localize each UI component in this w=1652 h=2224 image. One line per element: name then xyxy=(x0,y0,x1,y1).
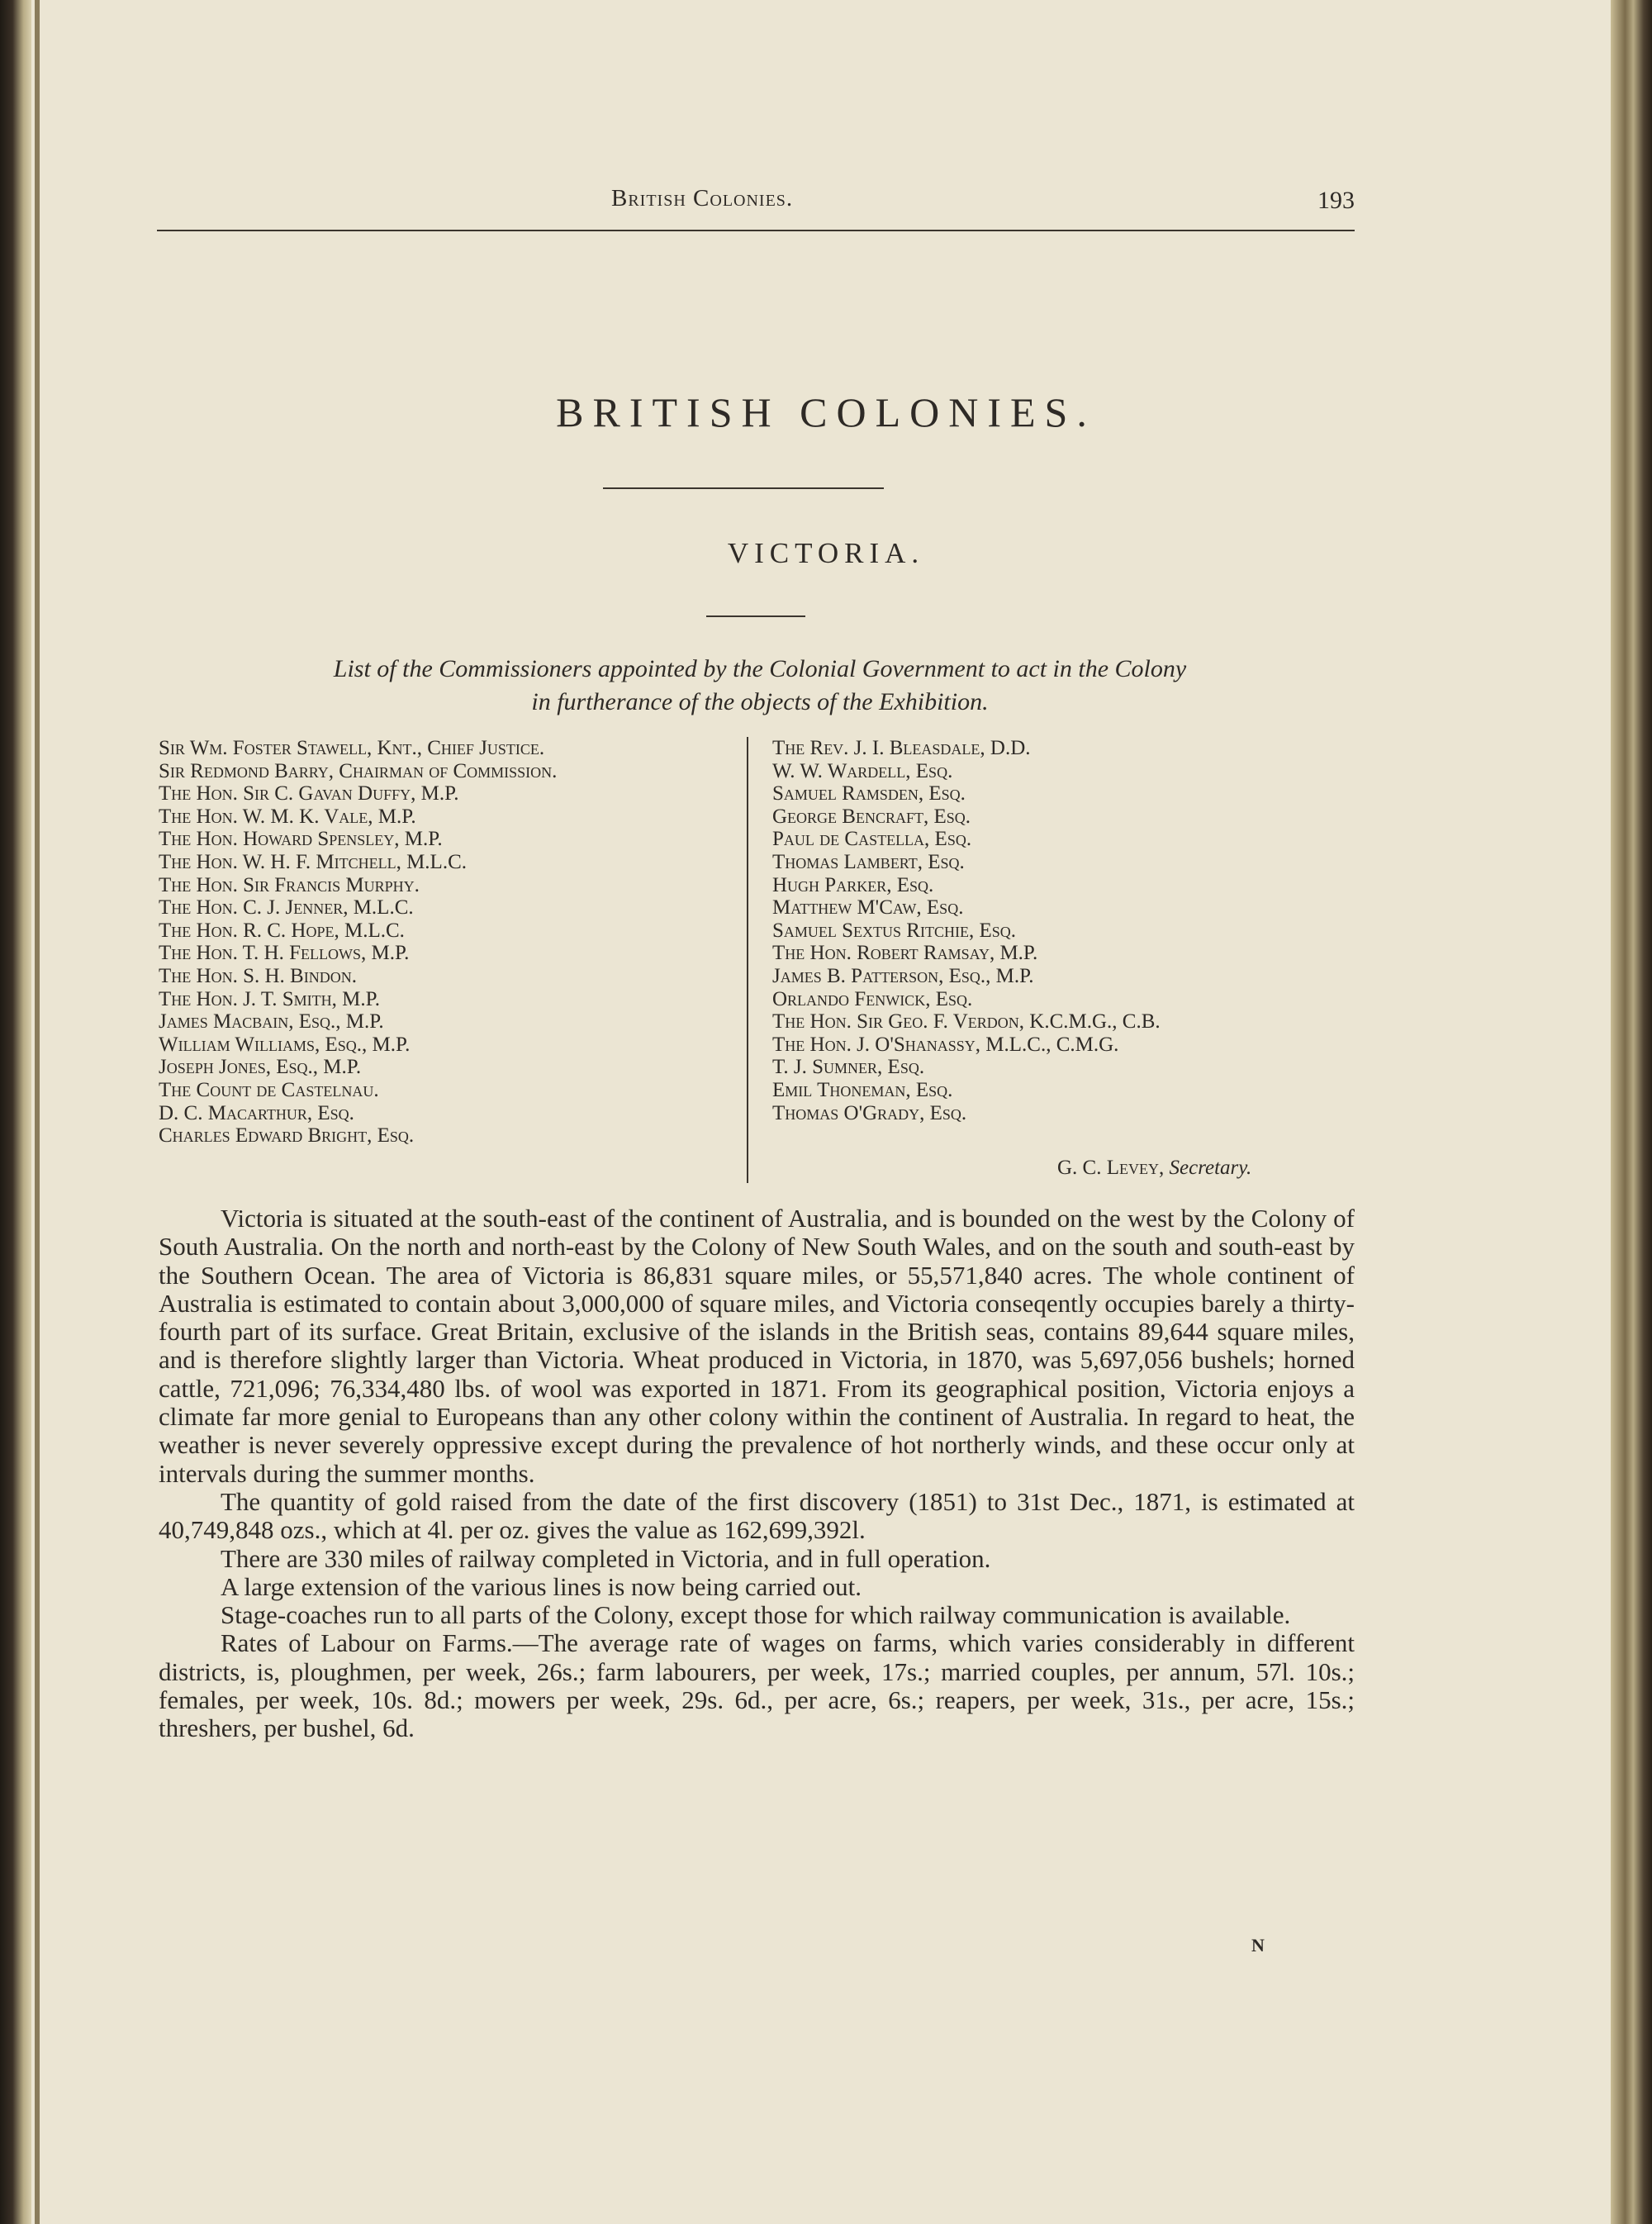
binding-edge xyxy=(0,0,31,2224)
section-divider xyxy=(706,615,805,617)
title-divider xyxy=(603,487,884,489)
commissioner-entry: The Hon. Sir Geo. F. Verdon, K.C.M.G., C.B. xyxy=(772,1010,1161,1034)
secretary-signature xyxy=(1057,1157,1251,1180)
commissioner-entry: The Hon. W. H. F. Mitchell, M.L.C. xyxy=(159,850,468,873)
commissioner-entry: Paul de Castella, Esq. xyxy=(772,828,972,851)
body-paragraph: There are 330 miles of railway completed in Victoria, and in full operation. xyxy=(221,1543,991,1573)
caption-line-1: List of the Commissioners appointed by the Colonial Government to act in the Colony xyxy=(333,655,1187,682)
commissioner-entry: The Hon. W. M. K. Vale, M.P. xyxy=(159,805,416,828)
commissioner-entry: The Hon. J. T. Smith, M.P. xyxy=(159,987,381,1010)
commissioner-entry: The Hon. Howard Spensley, M.P. xyxy=(159,828,443,851)
header-rule xyxy=(157,230,1355,231)
body-paragraph: Victoria is situated at the south-east of the continent of Australia, and is bounded on the west by the Colony of South Australia. On the north and north-east by the Colony of New South Wales, and on the south and south-east by the Southern Ocean. The area of Victoria is 86,831 square miles, or 55,571,840 acres. The whole continent of Australia is estimated to contain about 3,000,000 of square miles, and Victoria conseqently occupies barely a thirty-fourth part of its surface. Great Britain, exclusive of the islands in the British seas, contains 89,644 square miles, and is therefore slightly larger than Victoria. Wheat produced in Victoria, in 1870, was 5,697,056 bushels; horned cattle, 721,096; 76,334,480 lbs. of wool was exported in 1871. From its geographical position, Victoria enjoys a climate far more genial to Europeans than any other colony within the continent of Australia. In regard to heat, the weather is never severely oppressive except during the prevalence of hot northerly winds, and these occur only at intervals during the summer months. xyxy=(159,1204,1355,1488)
body-paragraph: The quantity of gold raised from the date of the first discovery (1851) to 31st Dec., 1871, is estimated at 40,749,848 ozs., which at 4l. per oz. gives the value as 162,699,392l. xyxy=(159,1486,1355,1545)
commissioner-entry: Sir Wm. Foster Stawell, Knt., Chief Justice. xyxy=(159,737,545,759)
commissioner-entry: The Hon. C. J. Jenner, M.L.C. xyxy=(159,896,414,920)
commissioner-entry: T. J. Sumner, Esq. xyxy=(772,1056,925,1079)
commissioner-entry: Matthew M'Caw, Esq. xyxy=(772,896,964,920)
commissioner-entry: James B. Patterson, Esq., M.P. xyxy=(772,964,1034,987)
page-fore-edge xyxy=(1611,0,1652,2224)
commissioner-entry: The Hon. S. H. Bindon. xyxy=(159,964,357,987)
commissioner-entry: Emil Thoneman, Esq. xyxy=(772,1078,953,1101)
commissioners-list-right xyxy=(772,737,1367,1124)
signature-mark: N xyxy=(1251,1935,1265,1956)
body-text xyxy=(159,1205,1355,1743)
body-paragraph: A large extension of the various lines is now being carried out. xyxy=(221,1571,862,1601)
page-title: BRITISH COLONIES. xyxy=(556,389,1096,435)
caption-line-2: in furtherance of the objects of the Exhibition. xyxy=(531,688,989,715)
commissioner-entry: Thomas O'Grady, Esq. xyxy=(772,1101,967,1124)
secretary-name: G. C. Levey, xyxy=(1057,1157,1165,1179)
running-head: British Colonies. xyxy=(611,185,794,211)
commissioner-entry: William Williams, Esq., M.P. xyxy=(159,1033,411,1056)
commissioner-entry: Samuel Ramsden, Esq. xyxy=(772,782,966,805)
commissioner-entry: The Hon. Robert Ramsay, M.P. xyxy=(772,942,1038,965)
commissioner-entry: George Bencraft, Esq. xyxy=(772,805,971,828)
commissioner-entry: The Count de Castelnau. xyxy=(159,1078,379,1101)
commissioner-entry: Thomas Lambert, Esq. xyxy=(772,850,965,873)
commissioner-entry: The Hon. Sir Francis Murphy. xyxy=(159,873,420,896)
commissioner-entry: D. C. Macarthur, Esq. xyxy=(159,1101,354,1124)
commissioners-caption xyxy=(165,653,1355,719)
commissioner-entry: Charles Edward Bright, Esq. xyxy=(159,1124,415,1148)
commissioner-entry: The Hon. Sir C. Gavan Duffy, M.P. xyxy=(159,782,459,805)
page-number: 193 xyxy=(1317,187,1355,214)
commissioner-entry: The Hon. R. C. Hope, M.L.C. xyxy=(159,919,405,942)
commissioner-entry: Hugh Parker, Esq. xyxy=(772,873,934,896)
section-title: VICTORIA. xyxy=(727,537,925,569)
commissioners-list-left xyxy=(159,737,737,1148)
commissioner-entry: The Hon. T. H. Fellows, M.P. xyxy=(159,942,410,965)
binding-line xyxy=(35,0,40,2224)
secretary-title: Secretary. xyxy=(1169,1157,1252,1179)
column-divider xyxy=(747,737,748,1183)
commissioner-entry: W. W. Wardell, Esq. xyxy=(772,759,953,782)
body-paragraph: Rates of Labour on Farms.—The average rate of wages on farms, which varies considerably in different districts, is, ploughmen, per week, 26s.; farm labourers, per week, 17s.; married couples, per annum, 57l. 10s.; females, per week, 10s. 8d.; mowers per week, 29s. 6d., per acre, 6s.; reapers, per week, 31s., per acre, 15s.; threshers, per bushel, 6d. xyxy=(159,1628,1355,1743)
commissioner-entry: Samuel Sextus Ritchie, Esq. xyxy=(772,919,1016,942)
body-paragraph: Stage-coaches run to all parts of the Colony, except those for which railway communication is available. xyxy=(221,1600,1291,1630)
commissioner-entry: Orlando Fenwick, Esq. xyxy=(772,987,973,1010)
commissioner-entry: James Macbain, Esq., M.P. xyxy=(159,1010,384,1034)
commissioner-entry: The Rev. J. I. Bleasdale, D.D. xyxy=(772,737,1031,759)
commissioner-entry: Joseph Jones, Esq., M.P. xyxy=(159,1056,362,1079)
commissioner-entry: Sir Redmond Barry, Chairman of Commission. xyxy=(159,759,558,782)
commissioner-entry: The Hon. J. O'Shanassy, M.L.C., C.M.G. xyxy=(772,1033,1119,1056)
